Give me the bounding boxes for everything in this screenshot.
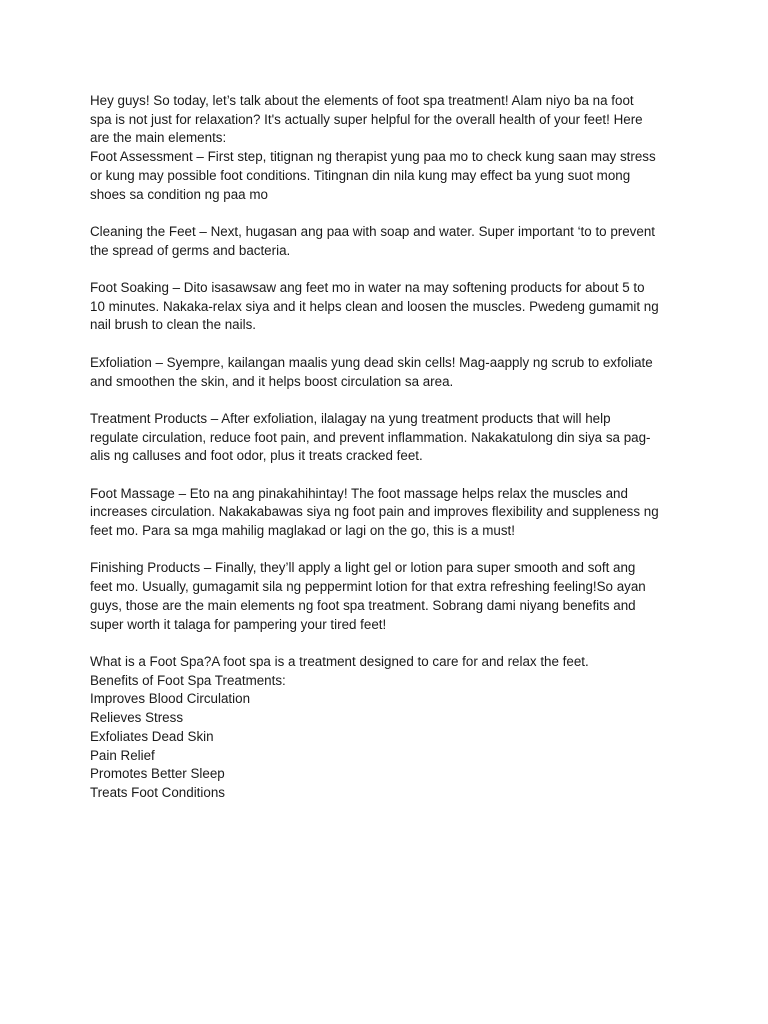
benefits-heading: Benefits of Foot Spa Treatments: [90, 672, 286, 688]
text-line: Foot Soaking – Dito isasawsaw ang feet mo in water na may softening products for about 5 to [90, 280, 645, 295]
text-line: 10 minutes. Nakaka-relax siya and it helps clean and loosen the muscles. Pwedeng gumamit ng [90, 298, 659, 314]
massage-paragraph [90, 485, 682, 541]
intro-paragraph [90, 92, 682, 204]
text-line: Cleaning the Feet – Next, hugasan ang paa with soap and water. Super important ‘to to prevent [90, 223, 655, 239]
document-page [90, 92, 682, 803]
text-line: are the main elements: [90, 130, 227, 146]
cleaning-paragraph [90, 223, 682, 260]
text-line: guys, those are the main elements ng foot spa treatment. Sobrang dami niyang benefits and [90, 597, 636, 613]
text-line: alis ng calluses and foot odor, plus it treats cracked feet. [90, 448, 423, 464]
text-line: spa is not just for relaxation? It's actually super helpful for the overall health of your feet! Here [90, 111, 643, 127]
text-line: Finishing Products – Finally, they’ll apply a light gel or lotion para super smooth and soft ang [90, 560, 636, 576]
text-line: increases circulation. Nakakabawas siya ng foot pain and improves flexibility and suppleness ng [90, 504, 659, 520]
list-item: Improves Blood Circulation [90, 691, 251, 707]
text-line: shoes sa condition ng paa mo [90, 186, 268, 202]
text-line: nail brush to clean the nails. [90, 317, 256, 333]
benefits-section [90, 653, 682, 803]
list-item: Promotes Better Sleep [90, 766, 225, 782]
text-line: Hey guys! So today, let’s talk about the elements of foot spa treatment! Alam niyo ba na foot [90, 93, 634, 108]
text-line: or kung may possible foot conditions. Titingnan din nila kung may effect ba yung suot mong [90, 167, 631, 183]
text-line: super worth it talaga for pampering your tired feet! [90, 616, 387, 632]
exfoliation-paragraph [90, 354, 682, 391]
text-line: Foot Massage – Eto na ang pinakahihintay! The foot massage helps relax the muscles and [90, 485, 628, 501]
what-is-foot-spa: What is a Foot Spa?A foot spa is a treatment designed to care for and relax the feet. [90, 653, 589, 669]
text-line: feet mo. Usually, gumagamit sila ng peppermint lotion for that extra refreshing feeling!So ayan [90, 579, 646, 595]
text-line: Exfoliation – Syempre, kailangan maalis yung dead skin cells! Mag-aapply ng scrub to exfoliate [90, 354, 653, 370]
list-item: Exfoliates Dead Skin [90, 728, 214, 744]
finishing-paragraph [90, 559, 682, 634]
list-item: Pain Relief [90, 747, 155, 763]
text-line: Treatment Products – After exfoliation, ilalagay na yung treatment products that will help [90, 410, 611, 426]
treatment-paragraph [90, 410, 682, 466]
list-item: Treats Foot Conditions [90, 784, 225, 800]
text-line: Foot Assessment – First step, titignan ng therapist yung paa mo to check kung saan may stress [90, 149, 656, 165]
text-line: feet mo. Para sa mga mahilig maglakad or lagi on the go, this is a must! [90, 523, 515, 539]
list-item: Relieves Stress [90, 710, 184, 726]
text-line: regulate circulation, reduce foot pain, and prevent inflammation. Nakakatulong din siya sa pag- [90, 429, 651, 445]
text-line: the spread of germs and bacteria. [90, 242, 291, 258]
soaking-paragraph [90, 279, 682, 335]
text-line: and smoothen the skin, and it helps boost circulation sa area. [90, 373, 454, 389]
